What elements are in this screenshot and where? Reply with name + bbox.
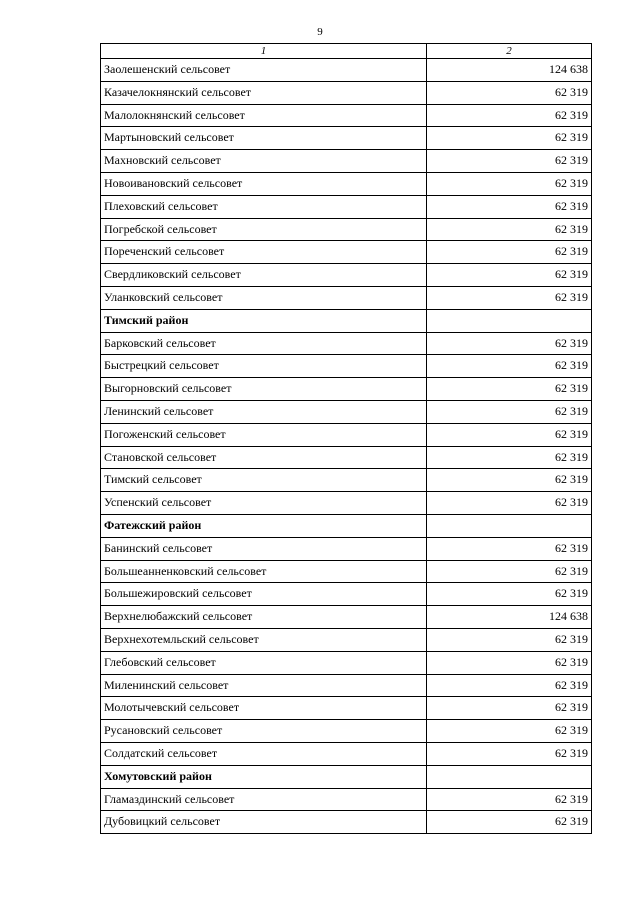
table-row xyxy=(101,172,592,195)
amount-cell xyxy=(427,765,592,788)
table-row xyxy=(101,492,592,515)
table-row xyxy=(101,469,592,492)
council-name: Новоивановский сельсовет xyxy=(101,172,427,195)
amount-cell: 62 319 xyxy=(427,697,592,720)
council-name: Заолешенский сельсовет xyxy=(101,59,427,82)
amount-cell: 62 319 xyxy=(427,492,592,515)
council-name: Уланковский сельсовет xyxy=(101,286,427,309)
table-row xyxy=(101,127,592,150)
amount-cell: 124 638 xyxy=(427,606,592,629)
table-row xyxy=(101,720,592,743)
column-header-1: 1 xyxy=(101,44,427,59)
council-name: Банинский сельсовет xyxy=(101,537,427,560)
council-name: Мартыновский сельсовет xyxy=(101,127,427,150)
amount-cell: 62 319 xyxy=(427,264,592,287)
table-row xyxy=(101,264,592,287)
district-row xyxy=(101,765,592,788)
amount-cell: 62 319 xyxy=(427,127,592,150)
amount-cell: 62 319 xyxy=(427,742,592,765)
table-body xyxy=(101,59,592,834)
amount-cell: 62 319 xyxy=(427,195,592,218)
table-row xyxy=(101,651,592,674)
council-name: Плеховский сельсовет xyxy=(101,195,427,218)
amount-cell: 62 319 xyxy=(427,241,592,264)
council-name: Становской сельсовет xyxy=(101,446,427,469)
table-row xyxy=(101,606,592,629)
council-name: Большежировский сельсовет xyxy=(101,583,427,606)
table-row xyxy=(101,286,592,309)
amount-cell: 62 319 xyxy=(427,81,592,104)
council-name: Ленинский сельсовет xyxy=(101,400,427,423)
council-name: Махновский сельсовет xyxy=(101,150,427,173)
council-name: Погребской сельсовет xyxy=(101,218,427,241)
allocation-table xyxy=(100,43,592,834)
amount-cell: 62 319 xyxy=(427,218,592,241)
table-row xyxy=(101,104,592,127)
district-name: Фатежский район xyxy=(101,514,427,537)
table-row xyxy=(101,241,592,264)
council-name: Барковский сельсовет xyxy=(101,332,427,355)
amount-cell: 62 319 xyxy=(427,811,592,834)
table-row xyxy=(101,195,592,218)
amount-cell: 62 319 xyxy=(427,400,592,423)
council-name: Верхнехотемльский сельсовет xyxy=(101,628,427,651)
table-row xyxy=(101,378,592,401)
table-row xyxy=(101,81,592,104)
table-row xyxy=(101,788,592,811)
amount-cell: 62 319 xyxy=(427,446,592,469)
amount-cell: 62 319 xyxy=(427,628,592,651)
council-name: Малолокнянский сельсовет xyxy=(101,104,427,127)
table-row xyxy=(101,218,592,241)
amount-cell: 62 319 xyxy=(427,560,592,583)
district-row xyxy=(101,309,592,332)
amount-cell: 62 319 xyxy=(427,286,592,309)
council-name: Казачелокнянский сельсовет xyxy=(101,81,427,104)
amount-cell: 62 319 xyxy=(427,674,592,697)
council-name: Дубовицкий сельсовет xyxy=(101,811,427,834)
council-name: Погоженский сельсовет xyxy=(101,423,427,446)
table-row xyxy=(101,423,592,446)
council-name: Быстрецкий сельсовет xyxy=(101,355,427,378)
amount-cell: 62 319 xyxy=(427,104,592,127)
table-row xyxy=(101,355,592,378)
council-name: Глебовский сельсовет xyxy=(101,651,427,674)
council-name: Тимский сельсовет xyxy=(101,469,427,492)
amount-cell: 62 319 xyxy=(427,469,592,492)
table-header-row xyxy=(101,44,592,59)
council-name: Верхнелюбажский сельсовет xyxy=(101,606,427,629)
council-name: Пореченский сельсовет xyxy=(101,241,427,264)
council-name: Гламаздинский сельсовет xyxy=(101,788,427,811)
council-name: Свердликовский сельсовет xyxy=(101,264,427,287)
council-name: Выгорновский сельсовет xyxy=(101,378,427,401)
council-name: Миленинский сельсовет xyxy=(101,674,427,697)
table-row xyxy=(101,560,592,583)
council-name: Большеанненковский сельсовет xyxy=(101,560,427,583)
council-name: Успенский сельсовет xyxy=(101,492,427,515)
amount-cell: 124 638 xyxy=(427,59,592,82)
page-number: 9 xyxy=(317,26,323,38)
table-row xyxy=(101,742,592,765)
amount-cell: 62 319 xyxy=(427,651,592,674)
amount-cell: 62 319 xyxy=(427,788,592,811)
column-header-2: 2 xyxy=(427,44,592,59)
council-name: Солдатский сельсовет xyxy=(101,742,427,765)
table-row xyxy=(101,400,592,423)
table-row xyxy=(101,332,592,355)
table-row xyxy=(101,811,592,834)
council-name: Русановский сельсовет xyxy=(101,720,427,743)
table-row xyxy=(101,583,592,606)
amount-cell: 62 319 xyxy=(427,423,592,446)
district-row xyxy=(101,514,592,537)
table-row xyxy=(101,697,592,720)
amount-cell: 62 319 xyxy=(427,537,592,560)
amount-cell: 62 319 xyxy=(427,378,592,401)
district-name: Хомутовский район xyxy=(101,765,427,788)
table-row xyxy=(101,59,592,82)
amount-cell: 62 319 xyxy=(427,172,592,195)
amount-cell xyxy=(427,514,592,537)
amount-cell: 62 319 xyxy=(427,150,592,173)
amount-cell: 62 319 xyxy=(427,332,592,355)
district-name: Тимский район xyxy=(101,309,427,332)
amount-cell: 62 319 xyxy=(427,583,592,606)
amount-cell: 62 319 xyxy=(427,355,592,378)
table-row xyxy=(101,674,592,697)
table-row xyxy=(101,628,592,651)
amount-cell xyxy=(427,309,592,332)
table-row xyxy=(101,150,592,173)
table-row xyxy=(101,446,592,469)
council-name: Молотычевский сельсовет xyxy=(101,697,427,720)
table-row xyxy=(101,537,592,560)
amount-cell: 62 319 xyxy=(427,720,592,743)
